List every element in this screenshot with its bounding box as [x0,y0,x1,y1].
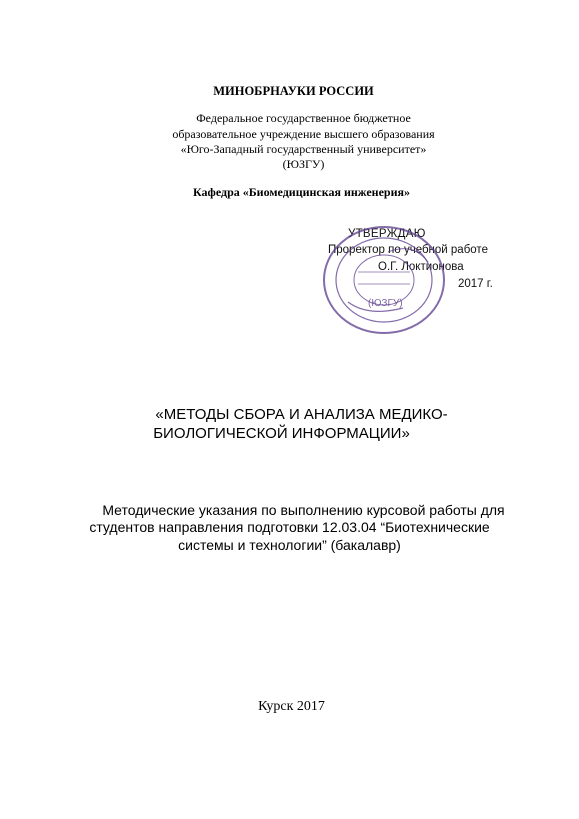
approval-date: 2017 г. [458,278,493,290]
institution-line-1: Федеральное государственное бюджетное [196,111,411,125]
approval-signatory: О.Г. Локтионова [378,261,464,273]
approval-title: УТВЕРЖДАЮ [348,228,426,240]
ministry-heading: МИНОБРНАУКИ РОССИИ [213,84,374,98]
institution-line-2: образовательное учреждение высшего образования [172,127,435,141]
stamp-center-text: (ЮЗГУ) [368,298,403,309]
institution-abbrev: (ЮЗГУ) [282,157,325,171]
description-line-2: студентов направления подготовки 12.03.04 “Биотехнические [89,519,490,535]
department-heading: Кафедра «Биомедицинская инженерия» [192,185,410,199]
description-line-3: системы и технологии” (бакалавр) [178,537,401,553]
document-title-line-1: «МЕТОДЫ СБОРА И АНАЛИЗА МЕДИКО- [155,406,448,423]
city-year: Курск 2017 [258,699,325,714]
approval-block [318,228,518,328]
approval-position: Проректор по учебной работе [328,244,488,256]
institution-line-3: «Юго-Западный государственный университет» [180,142,427,156]
document-title-line-2: БИОЛОГИЧЕСКОЙ ИНФОРМАЦИИ» [153,425,410,442]
description-line-1: Методические указания по выполнению курсовой работы для [102,502,505,518]
